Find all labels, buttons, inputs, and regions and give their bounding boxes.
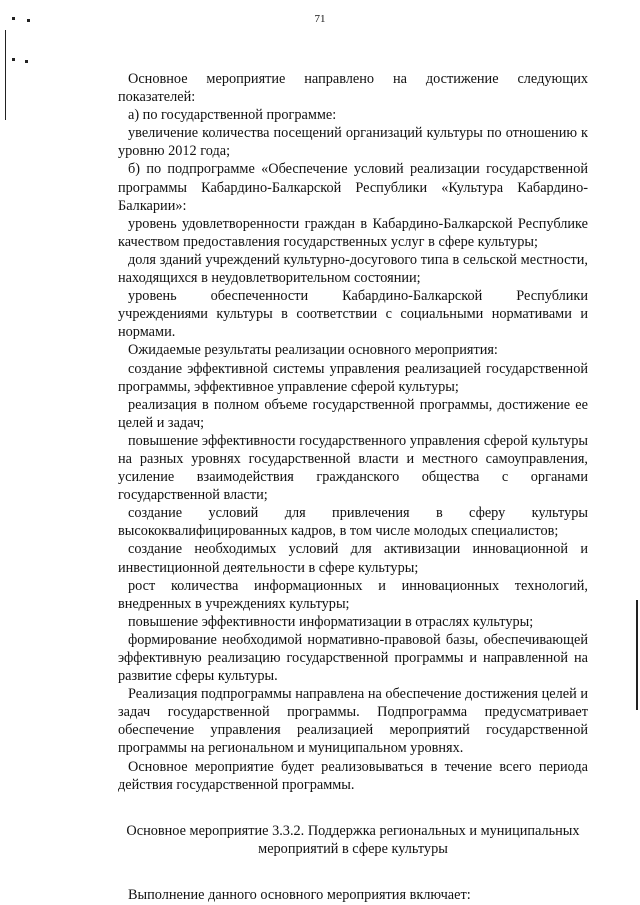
paragraph: Основное мероприятие направлено на достижение следующих показателей:	[118, 71, 588, 106]
paragraph: повышение эффективности государственного управления сферой культуры на разных уровнях государственной власти и местного самоуправления, усиление взаимодействия гражданского общества с органами государственной власти;	[118, 432, 588, 504]
scan-mark	[12, 58, 15, 61]
paragraph: уровень удовлетворенности граждан в Кабардино-Балкарской Республике качеством предоставления государственных услуг в сфере культуры;	[118, 215, 588, 250]
page-number: 71	[314, 13, 326, 25]
paragraph: Основное мероприятие будет реализовываться в течение всего периода действия государственной программы.	[118, 758, 588, 793]
scan-mark	[27, 19, 30, 22]
paragraph: б) по подпрограмме «Обеспечение условий реализации государственной программы Кабардино-Балкарской Республики «Культура Кабардино-Балкарии»:	[118, 161, 588, 214]
paragraph: Реализация подпрограммы направлена на обеспечение достижения целей и задач государственной программы. Подпрограмма предусматривает обеспечение управления реализацией мероприятий государственной программы на региональном и муниципальном уровнях.	[118, 686, 588, 757]
paragraph: рост количества информационных и инновационных технологий, внедренных в учреждениях культуры;	[118, 577, 588, 612]
paragraph: Выполнение данного основного мероприятия включает:	[128, 886, 471, 903]
paragraph: увеличение количества посещений организаций культуры по отношению к уровню 2012 года;	[118, 125, 588, 160]
scan-mark	[636, 600, 638, 710]
paragraph: уровень обеспеченности Кабардино-Балкарской Республики учреждениями культуры в соответствии с социальными нормативами и нормами.	[118, 288, 588, 341]
document-body	[118, 70, 588, 904]
paragraph: реализация в полном объеме государственной программы, достижение ее целей и задач;	[118, 396, 588, 431]
paragraph: доля зданий учреждений культурно-досугового типа в сельской местности, находящихся в неудовлетворительном состоянии;	[118, 251, 588, 287]
section-heading: Основное мероприятие 3.3.2. Поддержка региональных и муниципальных мероприятий в сфере культуры	[126, 822, 580, 857]
scan-mark	[25, 60, 28, 63]
paragraph: Ожидаемые результаты реализации основного мероприятия:	[128, 342, 498, 359]
paragraph: а) по государственной программе:	[128, 107, 337, 124]
scan-mark	[5, 30, 6, 120]
scan-mark	[12, 17, 15, 20]
paragraph: создание условий для привлечения в сферу культуры высококвалифицированных кадров, в том числе молодых специалистов;	[118, 505, 588, 540]
paragraph: создание необходимых условий для активизации инновационной и инвестиционной деятельности в сфере культуры;	[118, 541, 588, 576]
paragraph: повышение эффективности информатизации в отраслях культуры;	[128, 613, 534, 630]
paragraph: создание эффективной системы управления реализацией государственной программы, эффективное управление сферой культуры;	[118, 360, 588, 395]
paragraph: формирование необходимой нормативно-правовой базы, обеспечивающей эффективную реализацию государственной программы и направленной на развитие сферы культуры.	[118, 631, 588, 685]
